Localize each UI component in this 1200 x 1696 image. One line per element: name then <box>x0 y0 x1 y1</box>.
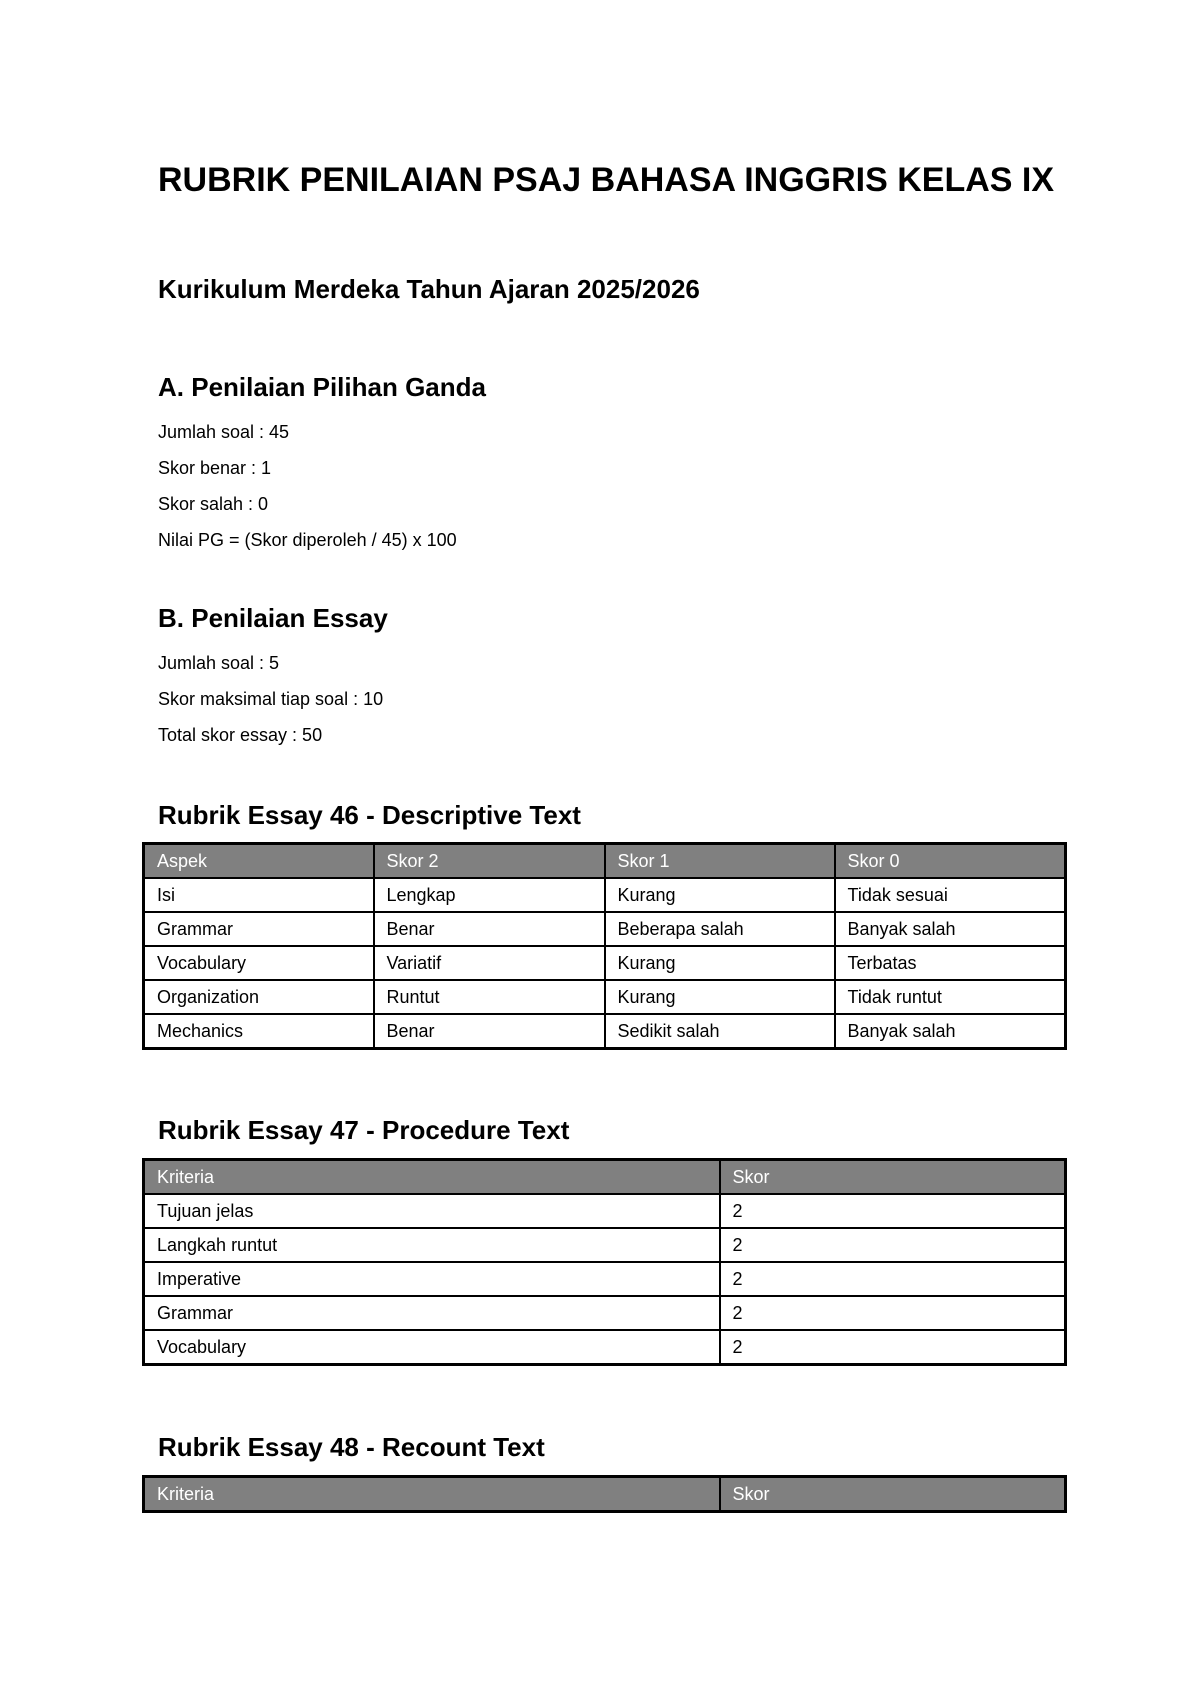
table-row <box>144 912 1066 946</box>
table-cell: Sedikit salah <box>605 1014 835 1049</box>
section-a-line-skor-benar: Skor benar : 1 <box>158 458 272 478</box>
table-row <box>144 1194 1066 1228</box>
table-cell: Lengkap <box>374 878 605 912</box>
section-b-line-skor-maksimal: Skor maksimal tiap soal : 10 <box>158 689 384 709</box>
table-cell: 2 <box>720 1330 1066 1365</box>
column-header: Skor <box>720 1160 1066 1195</box>
table-cell: Langkah runtut <box>144 1228 720 1262</box>
table-row <box>144 1228 1066 1262</box>
table-cell: Terbatas <box>835 946 1066 980</box>
table-cell: Beberapa salah <box>605 912 835 946</box>
table-row <box>144 1330 1066 1365</box>
section-b-heading: B. Penilaian Essay <box>158 603 388 633</box>
table-row <box>144 980 1066 1014</box>
table-row <box>144 1014 1066 1049</box>
table-cell: Tujuan jelas <box>144 1194 720 1228</box>
document-title: RUBRIK PENILAIAN PSAJ BAHASA INGGRIS KELAS IX <box>158 161 1055 199</box>
table-cell: Organization <box>144 980 374 1014</box>
column-header: Skor 1 <box>605 844 835 879</box>
rubric-46-heading: Rubrik Essay 46 - Descriptive Text <box>158 800 581 830</box>
section-a-line-nilai-pg: Nilai PG = (Skor diperoleh / 45) x 100 <box>158 530 457 550</box>
table-cell: 2 <box>720 1194 1066 1228</box>
rubric-47-heading: Rubrik Essay 47 - Procedure Text <box>158 1115 570 1145</box>
table-cell: Kurang <box>605 946 835 980</box>
table-cell: Banyak salah <box>835 1014 1066 1049</box>
table-cell: Vocabulary <box>144 1330 720 1365</box>
column-header: Skor <box>720 1477 1066 1512</box>
table-cell: Runtut <box>374 980 605 1014</box>
table-header-row <box>144 844 1066 879</box>
column-header: Skor 2 <box>374 844 605 879</box>
rubric-47-table <box>142 1158 1067 1366</box>
column-header: Skor 0 <box>835 844 1066 879</box>
column-header: Kriteria <box>144 1477 720 1512</box>
column-header: Kriteria <box>144 1160 720 1195</box>
table-cell: 2 <box>720 1262 1066 1296</box>
section-a-heading: A. Penilaian Pilihan Ganda <box>158 372 486 402</box>
section-b-line-total-skor: Total skor essay : 50 <box>158 725 323 745</box>
table-cell: Tidak sesuai <box>835 878 1066 912</box>
table-row <box>144 1262 1066 1296</box>
table-cell: Kurang <box>605 980 835 1014</box>
rubric-48-heading: Rubrik Essay 48 - Recount Text <box>158 1432 545 1462</box>
section-a-line-jumlah-soal: Jumlah soal : 45 <box>158 422 290 442</box>
table-row <box>144 946 1066 980</box>
table-cell: Imperative <box>144 1262 720 1296</box>
rubric-46-table <box>142 842 1067 1050</box>
table-cell: Benar <box>374 1014 605 1049</box>
table-header-row <box>144 1477 1066 1512</box>
document-subtitle: Kurikulum Merdeka Tahun Ajaran 2025/2026 <box>158 274 700 304</box>
table-cell: 2 <box>720 1228 1066 1262</box>
table-header-row <box>144 1160 1066 1195</box>
rubric-48-table <box>142 1475 1067 1513</box>
table-cell: Mechanics <box>144 1014 374 1049</box>
table-row <box>144 1296 1066 1330</box>
table-cell: Tidak runtut <box>835 980 1066 1014</box>
table-cell: Grammar <box>144 912 374 946</box>
section-a-line-skor-salah: Skor salah : 0 <box>158 494 269 514</box>
table-cell: Isi <box>144 878 374 912</box>
section-b-line-jumlah-soal: Jumlah soal : 5 <box>158 653 280 673</box>
table-cell: Grammar <box>144 1296 720 1330</box>
table-cell: Kurang <box>605 878 835 912</box>
table-row <box>144 878 1066 912</box>
table-cell: Variatif <box>374 946 605 980</box>
table-cell: Vocabulary <box>144 946 374 980</box>
table-cell: 2 <box>720 1296 1066 1330</box>
table-cell: Banyak salah <box>835 912 1066 946</box>
table-cell: Benar <box>374 912 605 946</box>
column-header: Aspek <box>144 844 374 879</box>
